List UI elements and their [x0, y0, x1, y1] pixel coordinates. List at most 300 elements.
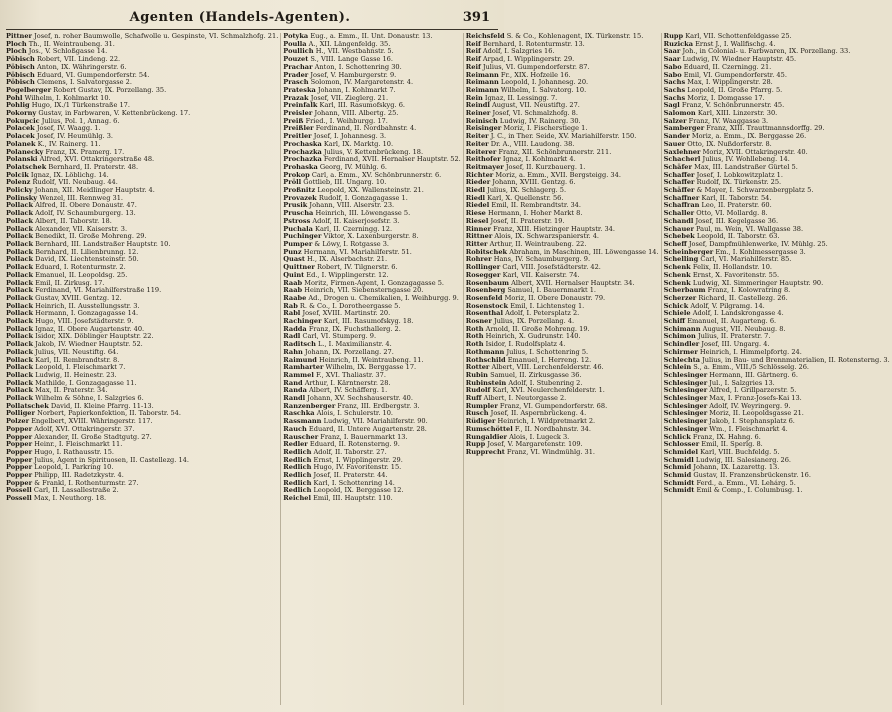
entry-details: Moriz, II. Leopoldsgasse 21. [709, 409, 804, 418]
entry-name: Pollack [6, 278, 34, 287]
entry-details: Franz, VI. Windmühlg. 31. [506, 447, 596, 456]
entry-name: Rand [283, 378, 303, 387]
entry-name: Ploch [6, 47, 27, 56]
entry-name: Ritter [465, 239, 488, 248]
entry-details: Franz, V. Schönbrunnerstr. 45. [681, 101, 785, 110]
entry-details: Albert, IV. Schäfferg. 1. [309, 386, 388, 395]
entry-details: Karl, XIII. Linzerstr. 30. [697, 109, 778, 118]
entry-details: Norbert, Papierkonfektion, II. Taborstr. 54. [37, 409, 181, 418]
entry-name: Randa [283, 386, 307, 395]
entry-details: Moriz, I. Fischerstiege 1. [503, 124, 588, 133]
entry-details: Wilhelm, IX. Berggasse 17. [325, 363, 417, 372]
entry-details: Ed., I. Wipplingerstr. 12. [306, 270, 389, 279]
entry-details: Josef, III. Kegelgasse 36. [695, 216, 779, 225]
entry-details: Eduard, II. Rotensterng. 9. [309, 440, 400, 449]
entry-details: Carl, VI. Stumperg. 9. [302, 332, 377, 341]
entry-details: Josef, I. Johannesg. 3. [313, 132, 387, 141]
entry-details: Karl, II. Taborstr. 54. [701, 193, 772, 202]
entry-name: Poulla [283, 39, 307, 48]
entry-name: Schaller [663, 209, 695, 218]
entry-details: Josef, n. roher Baumwolle, Schafwolle u. Gespinste, VI. Schmalzhofg. 21. [34, 32, 279, 40]
entry-details: Julius, IX. Schlagerg. 5. [487, 186, 567, 195]
entry-name: Pollack [6, 347, 34, 356]
entry-name: Pruscha [283, 209, 314, 218]
entry-details: Julius, in Bau- und Brennmaterialien, II. Rotensterng. 3. [702, 355, 890, 364]
entry-details: Leopold, I. Parkring 10. [34, 463, 114, 472]
entry-name: Reif [465, 55, 481, 64]
entry-name: Pollack [6, 224, 34, 233]
entry-details: Max, I. Neuthorg. 18. [33, 494, 107, 503]
entry-name: Preitler [283, 132, 312, 141]
entry-name: Redlich [283, 463, 312, 472]
entry-name: Prochaska [283, 139, 322, 148]
entry-name: Schenk [663, 278, 691, 287]
entry-name: Pollatschek [6, 401, 49, 410]
entry-name: Popper [6, 432, 33, 441]
entry-details: Em., I. Kohlmessergasse 3. [715, 247, 806, 256]
entry-details: Emil, II. Zirkusg. 17. [35, 278, 105, 287]
entry-name: Rassmann [283, 417, 322, 426]
entry-name: Sabo [663, 70, 682, 79]
entry-name: Rohrer [465, 255, 492, 264]
entry-columns [4, 32, 890, 705]
entry-name: Possell [6, 486, 32, 495]
entry-name: Prateska [283, 85, 316, 94]
entry-name: Pollack [6, 301, 34, 310]
entry-details: Alois, I. Schulerstr. 10. [316, 409, 394, 418]
entry-name: Polinsky [6, 193, 38, 202]
entry-name: Rosenstock [465, 301, 509, 310]
entry-details: A., XII. Längenfeldg. 35. [308, 39, 391, 48]
entry-details: Albert, XVII. Hernalser Hauptstr. 34. [511, 278, 635, 287]
entry-name: Salzer [663, 116, 687, 125]
entry-details: Julius, Agent in Spirituosen, II. Castellezg. 14. [34, 455, 189, 464]
entry-details: Heinrich, I. Himmelpfortg. 24. [699, 347, 802, 356]
entry-name: Pollack [6, 255, 34, 264]
entry-name: Roth [465, 340, 484, 349]
entry-name: Pollack [6, 209, 34, 218]
entry-name: Popper [6, 447, 33, 456]
entry-name: Redler [283, 440, 308, 449]
entry-details: Leopold, I. Fleischmarkt 7. [35, 363, 126, 372]
entry-details: Josef, V. Margaretenstr. 109. [487, 440, 583, 449]
entry-details: Eduard, II. Czerningg. 21. [683, 62, 772, 71]
entry-details: Bernhard, II. Lilienbrunng. 12. [35, 247, 139, 256]
entry-name: Schaffner [663, 193, 700, 202]
entry-name: Sachs [663, 93, 686, 102]
entry-details: Ernst, I. Wipplingerstr. 29. [313, 455, 403, 464]
entry-name: Pogelberger [6, 85, 52, 94]
entry-details: Franz, VI. Gumpendorferstr. 68. [499, 401, 608, 410]
entry-name: Reimann [465, 78, 499, 87]
entry-name: Pollack [6, 394, 34, 403]
entry-details: Josef, XVIII. Martinstr. 20. [302, 309, 391, 318]
entry-details: Felix, II. Hollandstr. 10. [692, 263, 772, 272]
entry-details: Heinrich, I. Wildpretmarkt 2. [497, 417, 596, 426]
entry-name: Pollack [6, 309, 34, 318]
entry-details: Johann, XII. Meidlinger Hauptstr. 4. [34, 186, 155, 195]
entry-details: August, VII. Neubaug. 8. [702, 324, 786, 333]
entry-name: Prachar [283, 62, 313, 71]
directory-entry [6, 495, 278, 503]
entry-name: Popper [6, 455, 33, 464]
entry-name: Schauer [663, 224, 694, 233]
entry-details: Mathilde, I. Gonzagagasse 11. [35, 378, 137, 387]
entry-name: Schandl [663, 216, 694, 225]
entry-details: Hermann, III. Gärtnerg. 6. [709, 370, 798, 379]
entry-name: Reimann [465, 70, 499, 79]
entry-details: Ferdinand, XVII. Hernalser Hauptstr. 52. [323, 155, 461, 164]
entry-name: Salomon [663, 109, 696, 118]
entry-name: Rabl [283, 309, 301, 318]
entry-name: Puchala [283, 224, 313, 233]
entry-name: Pollack [6, 386, 34, 395]
entry-name: Ruzicka [663, 39, 693, 48]
entry-details: J. C., in Ther. Seide, XV. Mariahilferstr. 150. [490, 132, 637, 141]
entry-details: Eduard, I. Rotenturmstr. 2. [35, 263, 126, 272]
entry-name: Prasch [283, 78, 309, 87]
entry-details: Ludwig, VII. Mariahilferstr. 90. [323, 417, 428, 426]
entry-details: Fried., I. Weihburgg. 17. [305, 116, 388, 125]
entry-name: Rubin [465, 370, 488, 379]
entry-name: Pittner [6, 32, 33, 40]
entry-name: Raschka [283, 409, 315, 418]
entry-name: Schiff [663, 317, 686, 326]
directory-entry [664, 487, 890, 495]
entry-name: Reichel [283, 494, 311, 503]
entry-details: Franz, III. Erdbergstr. 3. [337, 401, 420, 410]
entry-name: Pröll [283, 178, 302, 187]
entry-details: Karl, III. Rasumofskyg. 6. [319, 101, 405, 110]
entry-name: Preisler [283, 109, 313, 118]
entry-details: Moritz, Firmen-Agent, I. Gonzagagasse 5. [304, 278, 444, 287]
entry-name: Schimon [663, 332, 696, 341]
entry-name: Rubinstein [465, 378, 507, 387]
entry-details: Josef, II. Kurzbauerg. 1. [505, 162, 586, 171]
entry-details: & Mayer, I. Schwarzenbergplatz 5. [696, 186, 814, 195]
entry-details: Franz, XII. Schönbrunnerstr. 211. [498, 147, 612, 156]
entry-name: Reindl [465, 101, 490, 110]
entry-name: Polzer [6, 417, 30, 426]
entry-name: Pollack [6, 317, 34, 326]
entry-name: Reisinger [465, 124, 502, 133]
entry-name: Sander [663, 132, 690, 141]
entry-details: Moriz, XVII. Ottakringerstr. 40. [702, 147, 808, 156]
entry-name: Ramharter [283, 363, 324, 372]
entry-name: Polanski [6, 155, 38, 164]
entry-name: Preinfalk [283, 101, 318, 110]
entry-details: Karl, III. Rasumofskyg. 18. [323, 317, 414, 326]
entry-name: Popper [6, 440, 33, 449]
entry-details: Johann, VIII. Alserstr. 23. [309, 201, 395, 210]
entry-details: Otto, IX. Nußdorferstr. 8. [687, 139, 772, 148]
entry-name: Polanek [6, 139, 36, 148]
header-rule [6, 29, 498, 30]
entry-name: Popper [6, 471, 33, 480]
entry-name: Rammel [283, 370, 314, 379]
entry-details: David, II. Kleine Pfarrg. 11-13. [50, 401, 154, 410]
entry-details: Jakob, IV. Wiedner Hauptstr. 52. [35, 340, 143, 349]
entry-details: Fr., XIX. Hofzeile 16. [500, 70, 571, 79]
entry-name: Pöbisch [6, 55, 35, 64]
entry-details: Gustav, in Farbwaren, V. Kettenbrückeng. 17. [38, 109, 191, 118]
entry-column-1 [4, 33, 281, 705]
section-title: Agenten (Handels-Agenten). [129, 10, 351, 25]
entry-name: Policky [6, 186, 33, 195]
entry-name: Redlich [283, 447, 312, 456]
entry-name: Raabe [283, 293, 307, 302]
entry-name: Pollack [6, 270, 34, 279]
entry-name: Polacek [6, 124, 35, 133]
entry-name: Schaffran [663, 201, 700, 210]
entry-details: Ignaz, II. Obere Augartenstr. 40. [35, 324, 145, 333]
entry-name: Schäfer [663, 162, 692, 171]
entry-name: Rungaldier [465, 432, 508, 441]
entry-name: Prusik [283, 201, 308, 210]
entry-details: Joh., in Colonial- u. Farbwaren, IX. Porzellang. 33. [682, 47, 851, 56]
entry-name: Pollack [6, 239, 34, 248]
entry-details: L., I. Maximilianstr. 4. [318, 340, 392, 349]
entry-name: Schlesinger [663, 394, 708, 403]
entry-details: R. & Co., I. Dorotheergasse 5. [299, 301, 401, 310]
entry-details: Gottlieb, III. Ungarg. 10. [303, 178, 387, 187]
entry-details: Ludwig, II. Heinestr. 23. [35, 370, 117, 379]
entry-details: Jos., V. Schloßgasse 14. [28, 47, 108, 56]
entry-name: Pollack [6, 216, 34, 225]
entry-name: Riese [465, 209, 486, 218]
entry-details: Rudolf, VII. Neubaug. 44. [32, 178, 118, 187]
entry-details: Wilhelm & Söhne, I. Salzgries 6. [35, 394, 144, 403]
entry-details: Emanuel, II. Leopoldsg. 25. [35, 270, 128, 279]
entry-details: Ignaz, I. Kohlmarkt 4. [502, 155, 576, 164]
entry-column-2 [281, 33, 463, 705]
entry-details: Alfred, XVI. Ottakringerstraße 48. [39, 155, 155, 164]
entry-name: Schlechta [663, 355, 701, 364]
entry-name: Pollack [6, 247, 34, 256]
entry-details: Ignaz, II. Lessingg. 7. [484, 93, 558, 102]
entry-details: Adolf, I. Petersplatz 2. [505, 309, 580, 318]
page-header [0, 8, 504, 30]
entry-details: Emil & Comp., I. Columbusg. 1. [696, 486, 803, 495]
entry-details: Adolf, IV. Schaumburgerg. 13. [35, 209, 136, 218]
entry-name: Roth [465, 332, 484, 341]
entry-name: Rupprecht [465, 447, 505, 456]
entry-name: Redlich [283, 478, 312, 487]
entry-details: Franz, XIII. Hietzinger Hauptstr. 34. [493, 224, 615, 233]
entry-name: Sauer [663, 139, 686, 148]
entry-name: Pollack [6, 286, 34, 295]
entry-details: Julius, II. Praterstr. 7. [697, 332, 771, 341]
entry-name: Prokop [283, 170, 310, 179]
entry-details: Anton, IX. Währingerstr. 6. [36, 62, 127, 71]
entry-details: Albert, VIII. Lerchenfelderstr. 46. [491, 363, 604, 372]
entry-name: Popper [6, 463, 33, 472]
entry-name: Riesel [465, 216, 489, 225]
entry-name: Provazek [283, 193, 317, 202]
entry-details: Ernst J., I. Wallfischg. 4. [695, 39, 776, 48]
entry-name: Raimund [283, 355, 317, 364]
entry-name: Rinner [465, 224, 492, 233]
entry-name: Popper [6, 478, 33, 487]
entry-details: Adolf, V. Pilgramg. 14. [690, 301, 765, 310]
entry-details: Josef, I. Lobkowitzplatz 1. [696, 170, 783, 179]
page-number: 391 [462, 10, 490, 25]
entry-details: Hugo, I. Rathausstr. 15. [34, 447, 115, 456]
entry-name: Randl [283, 394, 306, 403]
entry-details: Julius, Pol. 1, Annag. 6. [41, 116, 120, 125]
entry-name: Schacherl [663, 155, 701, 164]
entry-name: Pollack [6, 378, 34, 387]
entry-details: Karl, I. Schottenring 14. [313, 478, 395, 487]
entry-name: Rothschild [465, 355, 506, 364]
entry-name: Rab [283, 301, 298, 310]
entry-details: H., VII. Westbahnstr. 5. [315, 47, 394, 56]
entry-column-4 [662, 33, 892, 705]
entry-name: Schenk [663, 263, 691, 272]
entry-details: Josef, VII. Zieglerg. 21. [310, 93, 389, 102]
entry-details: Karl, VII. Schottenfeldgasse 25. [685, 32, 792, 40]
entry-details: Jakob, I. Stephansplatz 6. [709, 417, 795, 426]
entry-details: Bernhard, II. Praterstr. 48. [48, 162, 139, 171]
entry-name: Pöbisch [6, 62, 35, 71]
entry-name: Rosenthal [465, 309, 503, 318]
entry-details: Heinrich, III. Löwengasse 5. [315, 209, 411, 218]
entry-details: Max, I. Franz-Josefs-Kai 13. [709, 394, 802, 403]
entry-name: Schaffer [663, 170, 695, 179]
entry-details: Arthur, II. Weintraubeng. 22. [489, 239, 587, 248]
entry-details: Ernst, X. Favoritenstr. 55. [692, 270, 780, 279]
entry-name: Schelling [663, 255, 699, 264]
entry-details: Hermann, I. Hoher Markt 8. [487, 209, 583, 218]
entry-name: Potyka [283, 32, 309, 40]
entry-details: Wilhelm, I. Salvatorg. 10. [500, 85, 587, 94]
entry-name: Schlick [663, 432, 691, 441]
entry-name: Saar [663, 47, 681, 56]
entry-details: Johann, IX. Lazarettg. 13. [693, 463, 780, 472]
entry-details: Benedikt, II. Große Mohreng. 29. [35, 232, 147, 241]
entry-name: Roth [465, 324, 484, 333]
entry-name: Raditsch [283, 340, 316, 349]
entry-details: Moriz, I. Domgasse 17. [687, 93, 765, 102]
entry-details: Josef, II. Praterstr. 44. [313, 471, 388, 480]
entry-name: Rotter [465, 363, 490, 372]
entry-details: Julius, I. Schottenring 5. [506, 347, 589, 356]
entry-details: Gustav, II. Franzensbrückenstr. 16. [693, 471, 811, 480]
entry-details: Bernhard, III. Landstraßer Hauptstr. 10. [35, 239, 171, 248]
entry-name: Quint [283, 270, 305, 279]
entry-name: Rupp [465, 440, 486, 449]
entry-details: Karl, IX. Marktg. 10. [323, 139, 394, 148]
entry-name: Schlesinger [663, 424, 708, 433]
entry-name: Pumper [283, 239, 313, 248]
entry-details: Philipp, III. Radetzkystr. 4. [34, 471, 124, 480]
entry-name: Polanecky [6, 147, 44, 156]
entry-details: Heinrich, VII. Siebensterngasse 20. [304, 286, 424, 295]
entry-details: Carl, II. Lassallestraße 2. [33, 486, 119, 495]
entry-name: Riedl [465, 186, 486, 195]
entry-details: Isidor, I. Rudolfsplatz 4. [485, 340, 566, 349]
entry-details: Josef, III. Ungarg. 4. [701, 340, 770, 349]
entry-name: Rauch [283, 424, 307, 433]
entry-details: Eduard, II. Untere Augartenstr. 28. [308, 424, 427, 433]
entry-details: Hugo, IV. Favoritenstr. 15. [313, 463, 402, 472]
entry-details: S., a. Emm., VIII./5 Schlösselg. 26. [693, 363, 809, 372]
entry-name: Redlich [283, 486, 312, 495]
entry-name: Rusch [465, 409, 489, 418]
entry-details: Karl, II. Rembrandtstr. 8. [35, 355, 120, 364]
entry-name: Radda [283, 324, 307, 333]
entry-name: Prochazka [283, 155, 322, 164]
entry-details: Josef, II. Aspernbrückeng. 4. [490, 409, 587, 418]
entry-name: Ploch [6, 39, 27, 48]
entry-name: Pollack [6, 232, 34, 241]
entry-name: Reitmayer [465, 162, 504, 171]
entry-details: Josef, Dampfmühlenwerke, IV. Mühlg. 25. [688, 239, 828, 248]
entry-details: H., IX. Alserbachstr. 21. [306, 255, 388, 264]
entry-details: Arthur, I. Kärntnerstr. 28. [304, 378, 391, 387]
entry-details: Carl, VIII. Josefstädterstr. 42. [502, 263, 601, 272]
entry-details: Emil, III. Hauptstr. 110. [313, 494, 393, 503]
entry-name: Pollack [6, 355, 34, 364]
entry-details: Arnold, II. Große Mohreng. 19. [485, 324, 590, 333]
entry-details: Franz, IX. Fuchsthallerg. 2. [308, 324, 401, 333]
entry-details: Franz, I. Bauernmarkt 13. [320, 432, 408, 441]
entry-details: Leopold, II. Große Pfarrg. 5. [687, 85, 783, 94]
directory-entry [466, 449, 659, 457]
entry-details: F., II. Nordbahnstr. 34. [514, 424, 591, 433]
entry-details: K., IV. Rainerg. 11. [37, 139, 101, 148]
entry-name: Preißler [283, 124, 314, 133]
entry-details: Ignaz, IX. Löblichg. 14. [30, 170, 109, 179]
entry-details: Ferdinand, II. Nordbahnstr. 4. [315, 124, 417, 133]
entry-name: Reiter [465, 139, 489, 148]
entry-name: Reimann [465, 85, 499, 94]
entry-details: Karl, X. Quellenstr. 56. [487, 193, 564, 202]
entry-name: Schimann [663, 324, 701, 333]
entry-details: Wenzel, III. Rennweg 31. [39, 193, 123, 202]
entry-details: Rudolf, I. Gonzagagasse 1. [318, 193, 408, 202]
entry-details: Albert, I. Neutorgasse 2. [483, 394, 567, 403]
entry-details: Anton, I. Schottenring 30. [314, 62, 402, 71]
entry-details: Adolf, IV. Weyringerg. 9. [709, 401, 791, 410]
entry-details: Dr. A., VIII. Laudong. 38. [490, 139, 575, 148]
entry-details: Josef, VI. Schmalzhofg. 8. [492, 109, 578, 118]
entry-name: Robitschek [465, 247, 508, 256]
entry-name: Reif [465, 39, 481, 48]
entry-details: Franz, I. Kolowratring 8. [707, 286, 791, 295]
entry-name: Pollack [6, 263, 34, 272]
entry-details: Franz, IX. Pramerg. 17. [45, 147, 125, 156]
entry-details: Adolf, II. Taborstr. 27. [313, 447, 387, 456]
entry-details: Leopold, XX. Wallensteinstr. 21. [317, 186, 424, 195]
entry-name: Quast [283, 255, 305, 264]
entry-name: Radl [283, 332, 301, 341]
entry-details: Wilhelm, I. Kohlmarkt 10. [24, 93, 111, 102]
entry-name: Schick [663, 301, 689, 310]
entry-name: Possell [6, 494, 32, 503]
entry-name: Quittner [283, 263, 315, 272]
entry-details: Samuel, II. Zirkusgasse 36. [490, 370, 582, 379]
entry-details: Emanuel, I. Herreng. 12. [507, 355, 592, 364]
entry-details: Hermann, I. Gonzagagasse 14. [35, 309, 139, 318]
entry-name: Schlesinger [663, 370, 708, 379]
entry-details: & Frankl, I. Rothenturmstr. 27. [34, 478, 139, 487]
entry-name: Proßnitz [283, 186, 316, 195]
entry-details: Ludwig, IV. Rainerg. 30. [499, 116, 581, 125]
entry-details: Jul., I. Salzgries 13. [709, 378, 775, 387]
entry-name: Rüdiger [465, 417, 496, 426]
entry-details: Alfred, I. Grillparzerstr. 5. [709, 386, 797, 395]
